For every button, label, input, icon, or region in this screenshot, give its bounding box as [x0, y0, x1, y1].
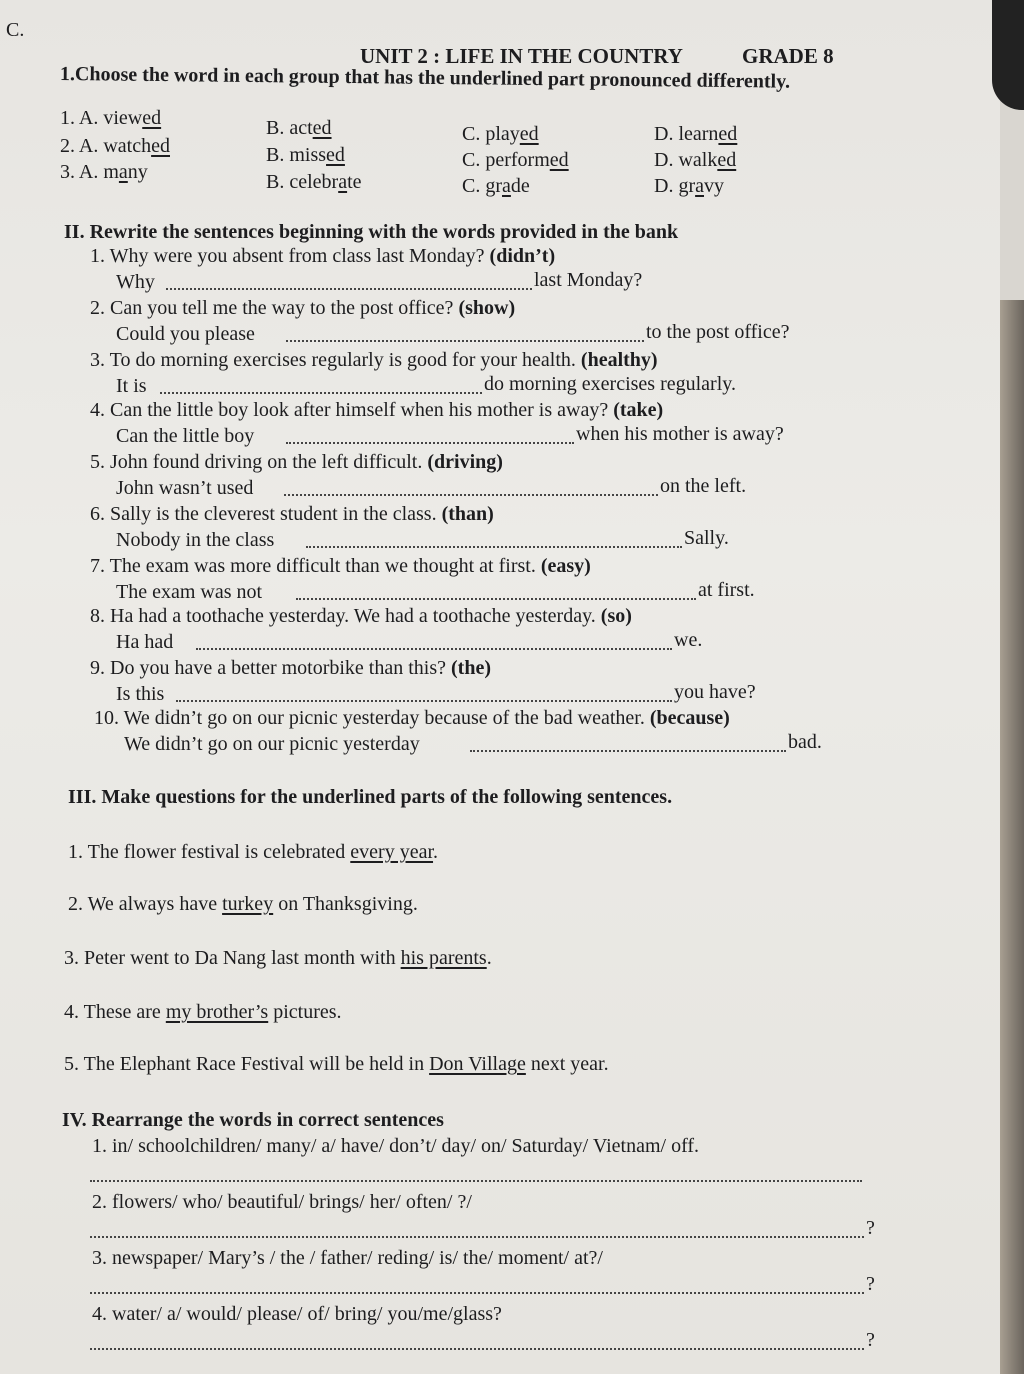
answer-end: you have?: [674, 681, 756, 703]
sec2-question-3: [90, 348, 658, 372]
answer-start: We didn’t go on our picnic yesterday: [124, 733, 420, 755]
answer-dotted-line: [306, 546, 682, 548]
question-hint: (healthy): [580, 349, 658, 371]
answer-end: Sally.: [684, 527, 729, 549]
question-text: Sally is the cleverest student in the class.: [110, 503, 437, 525]
question-text: Why were you absent from class last Monday?: [109, 245, 485, 267]
answer-dotted-line: [286, 340, 644, 342]
sec2-question-2: [90, 296, 515, 320]
sec2-question-4: [90, 398, 663, 422]
question-hint: (so): [600, 605, 632, 627]
question-number: 6.: [90, 503, 105, 525]
answer-end: when his mother is away?: [576, 423, 784, 445]
answer-end-mark: ?: [866, 1329, 875, 1351]
underlined-part: my brother’s: [165, 1001, 269, 1023]
answer-start: Could you please: [116, 323, 255, 345]
answer-end: on the left.: [660, 475, 747, 497]
word-list: flowers/ who/ beautiful/ brings/ her/ often/ ?/: [112, 1191, 472, 1213]
sec4-item-1: [92, 1134, 699, 1158]
question-hint: (didn’t): [489, 245, 556, 267]
question-number: 8.: [90, 605, 105, 627]
answer-dotted-line: [90, 1180, 862, 1182]
question-number: 10.: [94, 707, 119, 729]
sec2-question-7: [90, 554, 591, 578]
sec3-question-2: [68, 892, 418, 916]
answer-dotted-line: [160, 392, 482, 394]
binder-edge: [992, 0, 1024, 110]
answer-start: Nobody in the class: [116, 529, 275, 551]
answer-end-mark: ?: [866, 1273, 875, 1295]
question-hint: (take): [613, 399, 664, 421]
sec2-question-6: [90, 502, 494, 526]
question-number: 1.: [68, 841, 83, 863]
sentence-start: These are: [83, 1001, 166, 1023]
question-hint: (easy): [540, 555, 591, 577]
question-text: Ha had a toothache yesterday. We had a toothache yesterday.: [110, 605, 596, 627]
question-text: The exam was more difficult than we thought at first.: [109, 555, 536, 577]
answer-dotted-line: [196, 648, 672, 650]
sec3-question-4: [64, 1000, 342, 1024]
answer-start: The exam was not: [116, 581, 263, 603]
answer-dotted-line: [286, 442, 574, 444]
sec4-item-3: [92, 1246, 603, 1270]
section1-heading: 1.Choose the word in each group that has the underlined part pronounced differently.: [59, 63, 791, 93]
question-number: 3.: [64, 947, 79, 969]
sec2-question-5: [90, 450, 503, 474]
word-list: in/ schoolchildren/ many/ a/ have/ don’t/ day/ on/ Saturday/ Vietnam/ off.: [112, 1135, 700, 1157]
question-text: Do you have a better motorbike than this?: [110, 657, 447, 679]
sentence-end: .: [433, 841, 439, 863]
section3-heading: III. Make questions for the underlined parts of the following sentences.: [68, 786, 673, 808]
answer-end: bad.: [788, 731, 822, 753]
question-hint: (because): [649, 707, 730, 729]
answer-start: Is this: [116, 683, 165, 705]
answer-dotted-line: [470, 750, 786, 752]
sentence-start: We always have: [87, 893, 223, 915]
unit-title: UNIT 2 : LIFE IN THE COUNTRY: [360, 44, 683, 68]
item-number: 1.: [92, 1135, 107, 1157]
section4-heading: IV. Rearrange the words in correct sentences: [62, 1109, 444, 1131]
sentence-start: The Elephant Race Festival will be held in: [83, 1053, 430, 1075]
question-number: 1.: [90, 245, 105, 267]
sec2-question-8: [90, 604, 632, 628]
word-list: newspaper/ Mary’s / the / father/ reding/ is/ the/ moment/ at?/: [112, 1247, 603, 1269]
sec4-item-2: [92, 1190, 472, 1214]
question-number: 4.: [64, 1001, 79, 1023]
question-hint: (the): [451, 657, 491, 679]
answer-end: do morning exercises regularly.: [484, 373, 736, 395]
answer-end: we.: [674, 629, 703, 651]
corner-mark: C.: [6, 19, 25, 41]
sec2-question-1: [90, 244, 555, 268]
question-text: John found driving on the left difficult.: [110, 451, 423, 473]
question-number: 3.: [90, 349, 105, 371]
sec3-question-1: [68, 840, 438, 864]
item-number: 4.: [92, 1303, 107, 1325]
question-number: 5.: [90, 451, 105, 473]
sec3-question-5: [64, 1052, 609, 1076]
answer-start: Why: [116, 271, 155, 293]
answer-dotted-line: [90, 1292, 864, 1294]
question-text: We didn’t go on our picnic yesterday because of the bad weather.: [123, 707, 645, 729]
answer-end-mark: ?: [866, 1217, 875, 1239]
sentence-end: pictures.: [268, 1001, 342, 1023]
question-number: 4.: [90, 399, 105, 421]
sentence-end: on Thanksgiving.: [273, 893, 418, 915]
word-list: water/ a/ would/ please/ of/ bring/ you/me/glass?: [112, 1303, 502, 1325]
answer-start: Can the little boy: [116, 425, 255, 447]
answer-start: John wasn’t used: [116, 477, 254, 499]
question-text: To do morning exercises regularly is good for your health.: [109, 349, 576, 371]
question-number: 2.: [68, 893, 83, 915]
answer-start: It is: [116, 375, 147, 397]
question-number: 5.: [64, 1053, 79, 1075]
answer-end: at first.: [698, 579, 755, 601]
sentence-start: The flower festival is celebrated: [87, 841, 351, 863]
item-number: 3.: [92, 1247, 107, 1269]
question-text: Can you tell me the way to the post office?: [110, 297, 454, 319]
item-number: 2.: [92, 1191, 107, 1213]
section2-heading: II. Rewrite the sentences beginning with the words provided in the bank: [64, 221, 679, 243]
answer-dotted-line: [90, 1236, 864, 1238]
sentence-end: next year.: [525, 1053, 609, 1075]
sec2-question-9: [90, 656, 491, 680]
answer-dotted-line: [176, 700, 672, 702]
answer-start: Ha had: [116, 631, 174, 653]
question-hint: (driving): [427, 451, 503, 473]
answer-dotted-line: [284, 494, 658, 496]
question-number: 9.: [90, 657, 105, 679]
answer-end: last Monday?: [534, 269, 643, 291]
underlined-part: his parents: [400, 947, 487, 969]
sec2-question-10: [94, 706, 730, 730]
answer-dotted-line: [296, 598, 696, 600]
underlined-part: turkey: [222, 893, 274, 915]
question-hint: (than): [441, 503, 494, 525]
question-number: 2.: [90, 297, 105, 319]
question-hint: (show): [458, 297, 516, 319]
underlined-part: Don Village: [429, 1053, 526, 1075]
grade-label: GRADE 8: [742, 44, 834, 68]
sentence-end: .: [486, 947, 492, 969]
answer-dotted-line: [166, 288, 532, 290]
sentence-start: Peter went to Da Nang last month with: [84, 947, 401, 969]
answer-dotted-line: [90, 1348, 864, 1350]
table-edge: [1000, 300, 1024, 1374]
answer-end: to the post office?: [646, 321, 790, 343]
underlined-part: every year: [350, 841, 434, 863]
sec4-item-4: [92, 1302, 502, 1326]
sec3-question-3: [64, 946, 492, 970]
question-text: Can the little boy look after himself when his mother is away?: [110, 399, 609, 421]
question-number: 7.: [90, 555, 105, 577]
